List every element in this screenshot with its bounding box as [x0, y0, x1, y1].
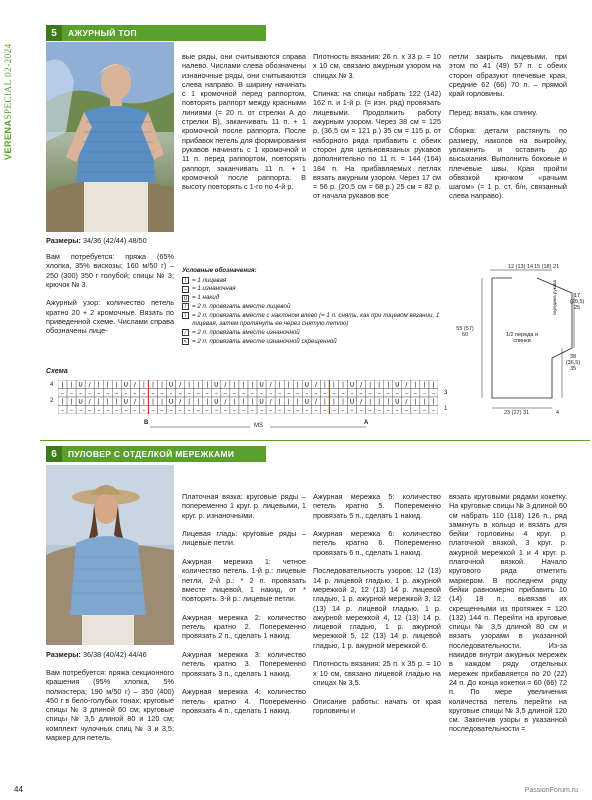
- section-6-yoke: вязать круговыми рядами кокетку. На круговые спицы № 3 длиной 60 см набрать 110 (118) 126 п., ряд замкнуть в кольцо и вязать для бейки горловины 4 круг. р. платочной вязкой, 3 круг. р. ажурной мережкой 1 и 4 круг. р. платочной вязкой. Начало кругового ряда отметить маркером. В последнем ряду бейки равномерно прибавить 10 (14) 18 п., вывязав их скрещенными из протяжек = 120 (132) 144 п. Перейти на круговые спицы № 3,5 длиной 80 см и вязать узорами в указанной последовательности. Из-за накидов внутри ажурных мережек в каждом ряду отдельных мережек прибавляется по 20 (22) 24 п. До конца кокетки = 60 (66) 72 п. По мере увеличения количества петель перейти на круговые спицы № 3,5 длиной 120 см. Закончив узоры в указанной последовательности =: [449, 492, 567, 734]
- chart-symbol: –: [314, 390, 318, 397]
- top-model-photo: [46, 42, 174, 232]
- section-6-sequence: Ажурная мережка 5: количество петель кратно 5. Попеременно провязать 5 п., сделать 1 накид. Ажурная мережка 6: количество петель кратно 6. Попеременно провязать 6 п., сделать 1 накид. Последовательность узоров: 12 (13) 14 р. лицевой гладью, 1 р. ажурной мережкой 2, 12 (13) 14 р. лицевой гладью, 1 р. ажурной мережкой 3, 12 (13) 14 р. лицевой гладью, 1 р. ажурной мережкой 4, 12 (13) 14 р. лицевой гладью, 1 р. ажурной мережкой 5, 12 (13) 14 р. лицевой гладью, 1 р. ажурной мережкой 6. Плотность вязания: 25 п. х 35 р. = 10 х 10 см, связано лицевой гладью на спицах № 3,5. Описание работы: начать от края горловины и: [313, 492, 441, 715]
- legend-item: / = 2 п. провязать вместе лицевой: [182, 303, 444, 312]
- legend-item: I = 1 лицевая: [182, 277, 444, 286]
- schematic-label-top1: 12 (13) 14: [508, 264, 534, 270]
- chart-symbol: /: [405, 398, 408, 406]
- chart-symbol: –: [350, 407, 354, 414]
- chart-symbol: U: [349, 381, 355, 389]
- chart-symbol: |: [287, 398, 290, 406]
- chart-symbol: –: [169, 390, 173, 397]
- chart-symbol: –: [278, 390, 282, 397]
- chart-symbol: –: [61, 407, 65, 414]
- chart-symbol: –: [79, 407, 83, 414]
- section-5-header: [46, 25, 266, 41]
- chart-symbol: –: [305, 390, 309, 397]
- chart-symbol: |: [206, 381, 209, 389]
- site-watermark: PassionForum.ru: [524, 787, 578, 794]
- chart-symbol: –: [368, 407, 372, 414]
- chart-symbol: |: [332, 381, 335, 389]
- chart-symbol: –: [97, 407, 101, 414]
- chart-symbol: –: [287, 390, 291, 397]
- chart-symbol: –: [251, 407, 255, 414]
- chart-symbol: –: [431, 407, 435, 414]
- chart-symbol: |: [387, 398, 390, 406]
- chart-title: Схема: [46, 368, 68, 375]
- chart-symbol: |: [188, 381, 191, 389]
- chart-symbol: U: [395, 381, 400, 389]
- chart-symbol: /: [133, 381, 136, 389]
- chart-symbol: –: [160, 407, 164, 414]
- chart-symbol: –: [305, 407, 309, 414]
- chart-symbol: |: [61, 398, 64, 406]
- chart-repeat-label: MS: [254, 423, 263, 429]
- chart-symbol: –: [413, 390, 417, 397]
- section-6-materials: Вам потребуется: пряжа секционного крашения (95% хлопка, 5% полиэстера; 190 м/50 г) – 350 (400) 450 г в бело-голубых тонах; круговые спицы № 3 длиной 60 см; круговые спицы № 3,5 длиной 80 и 120 см; комплект чулочных спиц № 3 и 3,5; маркер для петель.: [46, 668, 174, 743]
- chart-symbol: –: [115, 390, 119, 397]
- chart-symbol: |: [151, 398, 155, 406]
- chart-symbol: U: [214, 381, 219, 389]
- chart-symbol: –: [386, 390, 390, 397]
- schematic-label-left: 55 (57) 60: [456, 326, 474, 338]
- chart-symbol: |: [97, 398, 100, 406]
- chart-symbol: /: [88, 381, 91, 389]
- section-6-number: 6: [46, 446, 62, 462]
- chart-symbol: |: [251, 381, 254, 389]
- chart-symbol: /: [88, 398, 91, 406]
- schematic-label-bottom-right: 4: [556, 410, 560, 416]
- chart-symbol: –: [151, 407, 155, 414]
- chart-symbol: |: [323, 398, 326, 406]
- chart-symbol: |: [278, 398, 281, 406]
- chart-symbol: –: [368, 390, 372, 397]
- chart-symbol: |: [387, 381, 390, 389]
- chart-symbol: U: [78, 398, 83, 406]
- section-5-assembly: петли закрыть лицевыми, при этом по 41 (49) 57 п. с обеих сторон образуют плечевые края, средние 62 (66) 70 п. – прямой край горловины. Перед: вязать, как спинку. Сборка: детали растянуть по размеру, наколов на выкройку, увлажнить и оставить до высыхания. Выполнить боковые и плечевые швы. Края пройти обвязкой крючком «рачьим шагом» (= 1 р. ст. б/н, связанный слева направо).: [449, 52, 567, 201]
- chart-row-label: 1: [444, 406, 448, 412]
- chart-symbol: –: [97, 390, 101, 397]
- chart-symbol: |: [206, 398, 209, 406]
- chart-symbol: –: [296, 407, 300, 414]
- chart-symbol: –: [79, 390, 83, 397]
- symbol-legend: [182, 267, 444, 346]
- chart-symbol: |: [414, 398, 417, 406]
- chart-symbol: –: [404, 407, 408, 414]
- chart-symbol: –: [422, 390, 426, 397]
- chart-symbol: |: [161, 398, 164, 406]
- chart-symbol: –: [88, 407, 92, 414]
- section-5-sizes: Размеры: 34/36 (42/44) 48/50: [46, 236, 147, 245]
- schematic-label-sleeve: середина рукава: [552, 280, 557, 316]
- chart-symbol: –: [142, 407, 146, 414]
- chart-symbol: –: [133, 390, 137, 397]
- chart-symbol: |: [432, 381, 435, 389]
- legend-item: ⁄ = 2 п. провязать вместе изнаночной: [182, 329, 444, 338]
- chart-symbol: –: [332, 407, 336, 414]
- chart-symbol: |: [115, 381, 118, 389]
- chart-symbol: –: [223, 390, 227, 397]
- chart-symbol: U: [395, 398, 400, 406]
- section-6-header: [46, 446, 266, 462]
- chart-symbol: U: [304, 398, 310, 406]
- chart-symbol: –: [241, 407, 245, 414]
- schematic-label-top2: 15 (18) 21: [534, 264, 560, 270]
- page-number: 44: [14, 785, 23, 794]
- chart-symbol: /: [224, 381, 227, 389]
- chart-symbol: U: [259, 381, 264, 389]
- chart-symbol: |: [188, 398, 191, 406]
- chart-symbol: –: [196, 407, 200, 414]
- chart-symbol: |: [197, 398, 200, 406]
- chart-symbol: –: [413, 407, 417, 414]
- chart-symbol: –: [251, 390, 255, 397]
- chart-row-label: 2: [50, 398, 54, 404]
- chart-symbol: –: [187, 407, 191, 414]
- chart-symbol: –: [61, 390, 65, 397]
- chart-symbol: |: [251, 398, 254, 406]
- section-6-stitches: Платочная вязка: круговые ряды – попеременно 1 круг. р. лицевыми, 1 круг. р. изнаночными. Лицевая гладь: круговые ряды – лицевые петли. Ажурная мережка 1: четное количество петель. 1-й р.: лицевые петли. 2-й р.: * 2 п. провязать вместе лицевой, 1 накид, от * повторять. 3-й р.: лицевые петли. Ажурная мережка 2: количество петель кратно 2. Попеременно провязать 2 п., сделать 1 накид. Ажурная мережка 3: количество петель кратно 3. Попеременно провязать 3 п., сделать 1 накид. Ажурная мережка 4: количество петель кратно 4. Попеременно провязать 4 п., сделать 1 накид.: [182, 492, 306, 715]
- chart-symbol: /: [224, 398, 227, 406]
- chart-repeat-arrow: [150, 424, 366, 430]
- chart-symbol: |: [233, 398, 236, 406]
- chart-symbol: |: [287, 381, 290, 389]
- chart-symbol: /: [179, 381, 182, 389]
- chart-symbol: |: [432, 398, 435, 406]
- chart-symbol: |: [378, 381, 381, 389]
- magazine-side-label: VERENASPECIAL 02-2024: [3, 43, 13, 160]
- chart-symbol: –: [169, 407, 173, 414]
- chart-symbol: –: [106, 390, 110, 397]
- chart-symbol: /: [179, 398, 182, 406]
- chart-symbol: |: [197, 381, 200, 389]
- chart-arrow-b: B: [144, 420, 149, 426]
- chart-symbol: –: [124, 390, 128, 397]
- chart-symbol: –: [178, 390, 182, 397]
- chart-symbol: |: [242, 398, 245, 406]
- section-5-instructions: Плотность вязания: 26 п. х 33 р. = 10 х 10 см, связано ажурным узором на спицах № 3. Спинка: на спицы набрать 122 (142) 162 п. и 1-й р. (= изн. ряд) провязать лицевыми. Продолжить работу ажурным узором. Через 38 см = 125 р. (36,5 см = 121 р.) 35 см = 115 р. от наборного ряда прибавить с обеих сторон для цельновязаных рукавов дополнительно по 11 п. = 144 (164) 184 п. На прибавляемых петлях вязать ажурным узором. Через 17 см = 56 р. (20,5 см = 68 р.) 25 см = 82 р. от начала рукавов все: [313, 52, 441, 201]
- chart-symbol: –: [232, 390, 236, 397]
- chart-symbol: |: [296, 398, 299, 406]
- chart-symbol: –: [386, 407, 390, 414]
- chart-symbol: –: [296, 390, 300, 397]
- chart-symbol: –: [269, 407, 273, 414]
- chart-symbol: –: [70, 390, 74, 397]
- section-5-number: 5: [46, 25, 62, 41]
- chart-symbol: –: [404, 390, 408, 397]
- chart-symbol: –: [232, 407, 236, 414]
- chart-symbol: |: [142, 381, 145, 389]
- chart-symbol: |: [115, 398, 118, 406]
- chart-symbol: –: [214, 390, 218, 397]
- chart-row-label: 3: [444, 390, 448, 396]
- chart-symbol: |: [423, 381, 426, 389]
- chart-symbol: –: [395, 407, 399, 414]
- schematic-label-right: 38 (36,5) 35: [565, 354, 581, 372]
- chart-symbol: –: [241, 390, 245, 397]
- chart-arrow-a: A: [364, 420, 369, 426]
- section-6-title: ПУЛОВЕР С ОТДЕЛКОЙ МЕРЕЖКАМИ: [68, 449, 235, 459]
- chart-symbol: –: [359, 390, 363, 397]
- pullover-model-photo: [46, 465, 174, 645]
- chart-symbol: –: [205, 390, 209, 397]
- chart-symbol: |: [106, 381, 109, 389]
- chart-symbol: –: [314, 407, 318, 414]
- chart-symbol: |: [369, 398, 372, 406]
- chart-symbol: /: [133, 398, 136, 406]
- chart-symbol: |: [341, 381, 345, 389]
- chart-symbol: –: [214, 407, 218, 414]
- chart-row-label: 4: [50, 382, 54, 388]
- section-5-pattern-text: вые ряды, они считываются справа налево. Числами слева обозначены изнаночные ряды, они считываются слева направо. В ширину начинать с 1 кромочной перед раппортом, повторять раппорт между красными линиями (= 20 п. от стрелки А до стрелки В), заканчивать 11 п. + 1 кромочной после раппорта. После прибавок петель для формирования рукавов начинать с 1 кромочной и 11 п. перед раппортом, повторять раппорт, заканчивать 11 п. + 1 кромочной после раппорта. В высоту повторять с 1-го по 4-й р.: [182, 52, 306, 192]
- section-6-sizes: Размеры: 36/38 (40/42) 44/46: [46, 650, 147, 659]
- chart-symbol: |: [323, 381, 326, 389]
- chart-symbol: –: [323, 390, 327, 397]
- chart-symbol: –: [422, 407, 426, 414]
- chart-symbol: U: [168, 398, 174, 406]
- chart-symbol: |: [378, 398, 381, 406]
- chart-symbol: U: [259, 398, 264, 406]
- schematic-label-center: 1/2 переда и спинки: [505, 332, 539, 344]
- legend-title: Условные обозначения:: [182, 267, 257, 274]
- section-5-materials: Вам потребуется: пряжа (65% хлопка, 35% вискозы; 160 м/50 г) – 250 (300) 350 г голубой; спицы № 3; крючок № 3. Ажурный узор: количество петель кратно 20 + 2 кромочные. Вязать по приведенной схеме. Числами справа обозначены лице-: [46, 252, 174, 336]
- legend-item: – = 1 изнаночная: [182, 285, 444, 294]
- chart-symbol: –: [260, 390, 264, 397]
- chart-symbol: |: [70, 398, 73, 406]
- chart-symbol: U: [123, 381, 129, 389]
- chart-symbol: |: [242, 381, 245, 389]
- chart-symbol: –: [332, 390, 336, 397]
- legend-item: ↖ = 2 п. провязать вместе изнаночной скрещенной: [183, 337, 337, 346]
- chart-symbol: |: [369, 381, 372, 389]
- chart-symbol: /: [360, 398, 363, 406]
- chart-symbol: |: [142, 398, 145, 406]
- chart-symbol: –: [341, 407, 345, 414]
- chart-symbol: U: [168, 381, 174, 389]
- chart-symbol: |: [106, 398, 109, 406]
- chart-symbol: |: [423, 398, 426, 406]
- schematic-label-side1: 17 (20,5) 25: [570, 293, 585, 311]
- chart-symbol: –: [196, 390, 200, 397]
- chart-symbol: –: [178, 407, 182, 414]
- chart-symbol: |: [278, 381, 281, 389]
- chart-symbol: –: [115, 407, 119, 414]
- chart-symbol: |: [151, 381, 155, 389]
- chart-symbol: |: [233, 381, 236, 389]
- chart-symbol: U: [78, 381, 83, 389]
- chart-symbol: –: [88, 390, 92, 397]
- chart-symbol: –: [223, 407, 227, 414]
- chart-symbol: –: [260, 407, 264, 414]
- chart-symbol: /: [269, 398, 272, 406]
- chart-symbol: |: [70, 381, 73, 389]
- section-5-title: АЖУРНЫЙ ТОП: [68, 28, 137, 38]
- chart-symbol: /: [269, 381, 272, 389]
- legend-item: \ = 2 п. провязать вместе с наклоном влево (= 1 п. снять, как при лицевом вязании, 1 лицевая, затем протянуть ее через снятую петлю): [182, 312, 444, 329]
- chart-symbol: –: [278, 407, 282, 414]
- chart-symbol: –: [70, 407, 74, 414]
- knitting-chart: [46, 368, 456, 432]
- chart-symbol: U: [349, 398, 355, 406]
- chart-symbol: –: [133, 407, 137, 414]
- chart-symbol: –: [431, 390, 435, 397]
- chart-symbol: U: [304, 381, 310, 389]
- schematic-label-bottom: 23 (27) 31: [504, 410, 530, 416]
- chart-symbol: U: [214, 398, 219, 406]
- chart-symbol: –: [205, 407, 209, 414]
- chart-symbol: |: [97, 381, 100, 389]
- legend-item: U = 1 накид: [183, 294, 220, 302]
- chart-symbol: –: [160, 390, 164, 397]
- chart-symbol: –: [287, 407, 291, 414]
- chart-symbol: |: [296, 381, 299, 389]
- chart-symbol: –: [350, 390, 354, 397]
- chart-symbol: –: [142, 390, 146, 397]
- chart-symbol: /: [314, 398, 317, 406]
- chart-symbol: –: [395, 390, 399, 397]
- chart-symbol: |: [341, 398, 345, 406]
- chart-symbol: –: [323, 407, 327, 414]
- chart-symbol: |: [332, 398, 335, 406]
- chart-symbol: /: [360, 381, 363, 389]
- chart-symbol: U: [123, 398, 129, 406]
- section-divider: [40, 440, 590, 441]
- garment-schematic: [452, 258, 585, 428]
- chart-symbol: –: [124, 407, 128, 414]
- chart-symbol: –: [359, 407, 363, 414]
- chart-symbol: /: [314, 381, 317, 389]
- chart-symbol: –: [187, 390, 191, 397]
- chart-symbol: |: [161, 381, 164, 389]
- chart-symbol: –: [377, 390, 381, 397]
- chart-grid: [58, 380, 438, 414]
- chart-symbol: –: [106, 407, 110, 414]
- chart-symbol: /: [405, 381, 408, 389]
- chart-symbol: –: [151, 390, 155, 397]
- chart-symbol: –: [377, 407, 381, 414]
- chart-symbol: –: [269, 390, 273, 397]
- chart-symbol: –: [341, 390, 345, 397]
- chart-symbol: |: [414, 381, 417, 389]
- chart-symbol: |: [61, 381, 64, 389]
